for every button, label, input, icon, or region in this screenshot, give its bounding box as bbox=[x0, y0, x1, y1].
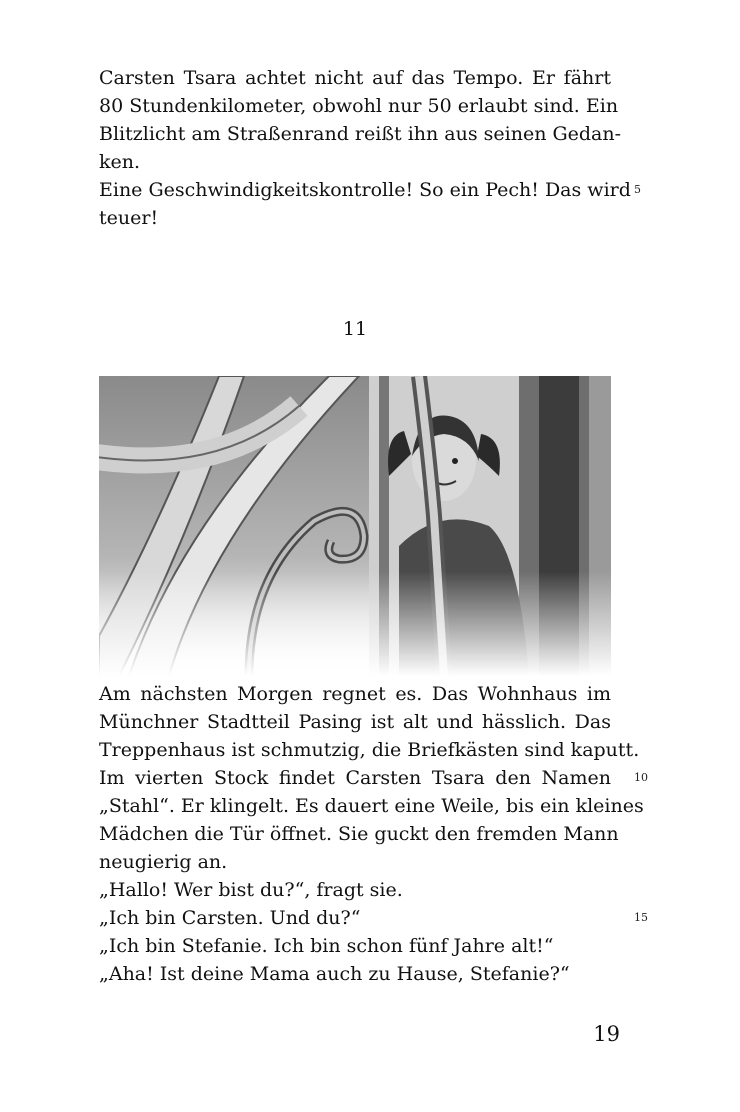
text-line: „Stahl“. Er klingelt. Es dauert eine Weile, bis ein kleines bbox=[99, 795, 644, 817]
text-line: Münchner Stadtteil Pasing ist alt und hässlich. Das bbox=[99, 711, 611, 733]
text-line: Carsten Tsara achtet nicht auf das Tempo. Er fährt bbox=[99, 67, 611, 89]
margin-line-number: 10 bbox=[634, 771, 648, 784]
text-line: Im vierten Stock findet Carsten Tsara den Namen bbox=[99, 767, 611, 789]
text-line: teuer! bbox=[99, 207, 159, 229]
page-number: 19 bbox=[593, 1022, 620, 1046]
text-line: Blitzlicht am Straßenrand reißt ihn aus seinen Gedan- bbox=[99, 123, 622, 145]
text-line: ken. bbox=[99, 151, 141, 173]
text-line: Treppenhaus ist schmutzig, die Briefkästen sind kaputt. bbox=[99, 739, 640, 761]
top-paragraph bbox=[99, 64, 631, 232]
text-line: „Ich bin Carsten. Und du?“ bbox=[99, 907, 361, 929]
text-line: „Aha! Ist deine Mama auch zu Hause, Stefanie?“ bbox=[99, 963, 570, 985]
text-line: 80 Stundenkilometer, obwohl nur 50 erlaubt sind. Ein bbox=[99, 95, 619, 117]
text-line: „Hallo! Wer bist du?“, fragt sie. bbox=[99, 879, 403, 901]
text-line: Mädchen die Tür öffnet. Sie guckt den fremden Mann bbox=[99, 823, 619, 845]
text-line: neugierig an. bbox=[99, 851, 228, 873]
margin-line-number: 5 bbox=[634, 183, 641, 196]
margin-line-number: 15 bbox=[634, 911, 648, 924]
text-line: Am nächsten Morgen regnet es. Das Wohnhaus im bbox=[99, 683, 611, 705]
staircase-girl-photo bbox=[99, 376, 611, 676]
chapter-number: 11 bbox=[342, 318, 368, 340]
illustration-photo bbox=[99, 376, 611, 676]
text-line: Eine Geschwindigkeitskontrolle! So ein Pech! Das wird bbox=[99, 179, 631, 201]
text-line: „Ich bin Stefanie. Ich bin schon fünf Jahre alt!“ bbox=[99, 935, 554, 957]
